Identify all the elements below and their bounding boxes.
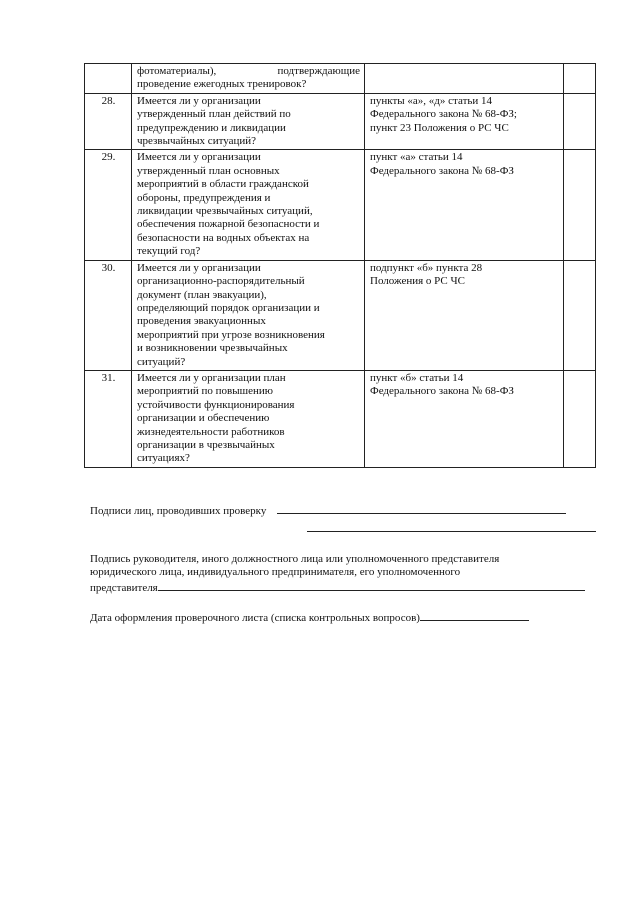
question-line: и возникновении чрезвычайных <box>137 342 288 355</box>
question-line: Имеется ли у организации <box>137 94 261 107</box>
question-line: проведение ежегодных тренировок? <box>137 78 307 91</box>
reference-line: Федерального закона № 68-ФЗ; <box>370 108 517 121</box>
question-line: Имеется ли у организации <box>137 261 261 274</box>
row-reference <box>365 93 564 150</box>
reference-line: Федерального закона № 68-ФЗ <box>370 164 514 177</box>
question-line: утвержденный план основных <box>137 164 280 177</box>
row-mark-cell[interactable] <box>564 150 596 260</box>
checklist-table-body <box>85 64 596 468</box>
row-reference <box>365 370 564 467</box>
question-line: документ (план эвакуации), <box>137 288 267 301</box>
question-line: определяющий порядок организации и <box>137 301 320 314</box>
question-line: ситуаций? <box>137 355 186 368</box>
date-line[interactable] <box>420 610 529 621</box>
question-line: ликвидации чрезвычайных ситуаций, <box>137 205 313 218</box>
reference-line: пункты «а», «д» статьи 14 <box>370 94 493 107</box>
row-mark-cell[interactable] <box>564 64 596 94</box>
row-question <box>132 64 365 94</box>
question-line: проведения эвакуационных <box>137 315 266 328</box>
representative-signature-label: представителя <box>90 581 158 594</box>
row-number <box>85 64 132 94</box>
question-line: утвержденный план действий по <box>137 108 291 121</box>
inspectors-signature-label: Подписи лиц, проводивших проверку <box>90 505 267 517</box>
question-line: мероприятий в области гражданской <box>137 178 309 191</box>
question-line: Имеется ли у организации <box>137 151 261 164</box>
row-number: 31. <box>85 370 132 467</box>
table-row <box>85 370 596 467</box>
question-line: безопасности на водных объектах на <box>137 231 310 244</box>
row-question <box>132 150 365 260</box>
reference-line: подпункт «б» пункта 28 <box>370 261 483 274</box>
question-line: ситуациях? <box>137 452 190 465</box>
question-line: обеспечения пожарной безопасности и <box>137 218 320 231</box>
question-line: жизнедеятельности работников <box>137 425 285 438</box>
reference-line: пункт «б» статьи 14 <box>370 371 464 384</box>
row-question <box>132 370 365 467</box>
row-question <box>132 260 365 370</box>
row-mark-cell[interactable] <box>564 370 596 467</box>
question-word: подтверждающие <box>277 65 360 77</box>
row-number: 28. <box>85 93 132 150</box>
row-mark-cell[interactable] <box>564 93 596 150</box>
question-line: организационно-распорядительный <box>137 275 305 288</box>
reference-line: Федерального закона № 68-ФЗ <box>370 385 514 398</box>
question-line: мероприятий при угрозе возникновения <box>137 328 325 341</box>
question-line: организации в чрезвычайных <box>137 438 275 451</box>
row-mark-cell[interactable] <box>564 260 596 370</box>
table-row <box>85 260 596 370</box>
row-number: 30. <box>85 260 132 370</box>
table-row <box>85 150 596 260</box>
inspectors-signature-block <box>90 503 566 518</box>
date-block <box>90 610 529 625</box>
reference-line: пункт «а» статьи 14 <box>370 151 463 164</box>
table-row <box>85 93 596 150</box>
table-row <box>85 64 596 94</box>
question-line: мероприятий по повышению <box>137 385 273 398</box>
question-line: устойчивости функционирования <box>137 398 295 411</box>
question-line: обороны, предупреждения и <box>137 191 271 204</box>
checklist-table <box>84 63 596 468</box>
row-reference <box>365 260 564 370</box>
question-line <box>137 65 360 78</box>
row-number: 29. <box>85 150 132 260</box>
representative-signature-text-2: юридического лица, индивидуального предпринимателя, его уполномоченного <box>90 566 461 579</box>
question-line: чрезвычайных ситуаций? <box>137 135 257 148</box>
question-line: текущий год? <box>137 245 201 258</box>
question-line: организации и обеспечению <box>137 412 270 425</box>
row-reference <box>365 150 564 260</box>
representative-signature-block <box>90 553 585 595</box>
representative-signature-line[interactable] <box>158 580 585 591</box>
representative-signature-text-3 <box>90 580 585 595</box>
reference-line: пункт 23 Положения о РС ЧС <box>370 121 509 134</box>
row-question <box>132 93 365 150</box>
question-line: Имеется ли у организации план <box>137 371 286 384</box>
row-reference <box>365 64 564 94</box>
inspectors-signature-extra <box>307 521 596 536</box>
inspectors-signature-line-1[interactable] <box>277 503 566 514</box>
representative-signature-text-1: Подпись руководителя, иного должностного лица или уполномоченного представителя <box>90 553 500 565</box>
question-line: предупреждению и ликвидации <box>137 121 286 134</box>
reference-line: Положения о РС ЧС <box>370 275 466 288</box>
question-word: фотоматериалы), <box>137 65 217 77</box>
date-label: Дата оформления проверочного листа (списка контрольных вопросов) <box>90 612 420 624</box>
inspectors-signature-line-2[interactable] <box>307 521 596 532</box>
